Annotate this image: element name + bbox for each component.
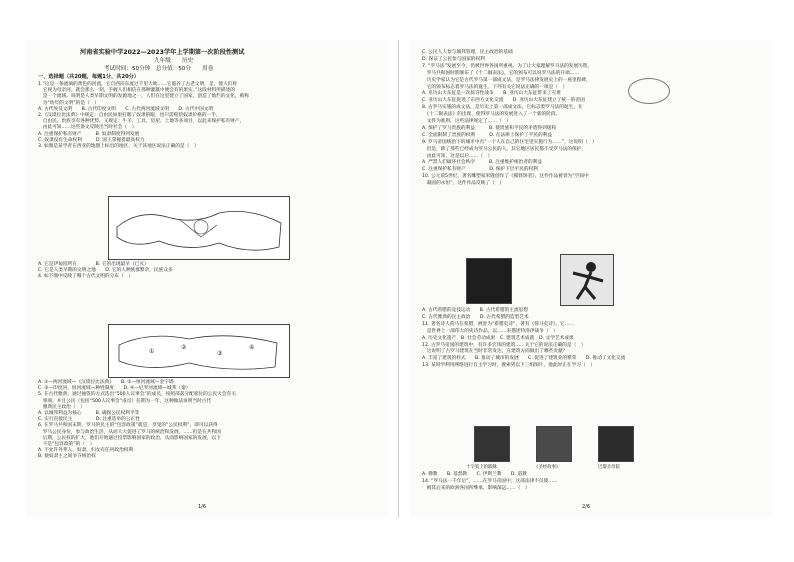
grade-subject: 九年级 历史 <box>154 58 194 64</box>
question-line: 历史学家认为它是古代罗马第一部成文法，是罗马法律发展史上的一座里程碑， <box>422 77 591 83</box>
page-fold <box>398 40 399 518</box>
question-line: C. 实行直接民主 D. 注重选举的公正性 <box>38 417 140 423</box>
question-line: 4. 如下图中反映了哪个古代文明的分布（ ） <box>38 274 134 280</box>
question-line: C. 亚历山大东征促进了东西方文化交流 D. 亚历山大东征建立了统一的帝国 <box>422 98 585 104</box>
question-line: 6. 在罗马共和国末期，罗马的民主的“包容政策”就是，享受的“公民权利”，即可以获得 <box>38 423 218 429</box>
question-line: 12. 古罗马帝国的建筑中，有许多宏伟的建筑……关于它的说法正确的是（ ） <box>422 342 586 348</box>
question-line: 为“幼年的文明”的是（ ） <box>38 100 100 106</box>
question-line: 《十二铜表法》的出现，使得罗马法的发展进入了一个新的阶段。 <box>422 112 561 118</box>
question-line: 8. 古罗马实施的成文法，是历史上第一部成文法，它标志着罗马法的诞生。在 <box>422 105 583 111</box>
discus-thrower-statue-image <box>560 254 614 306</box>
question-line: 5. 在古代雅典，通过抽签的方式选出“500人议事会”的成员，按照部落分配席位的公民大会有关 <box>38 392 236 398</box>
question-line: 后期，公民权的扩大，他们开始通过投票影响国家的政治，从而影响国家的发展，以下 <box>38 435 221 441</box>
page-number: 1/6 <box>198 504 207 510</box>
question-line: A. 亚历山大东征是一次掠夺性战争 B. 亚历山大东征带来了灾难 <box>422 91 561 97</box>
question-line: 7. “罗马法”发展至今，仍被世界各国所重视。为了让大家理解罗马法的发展历程， <box>422 63 593 69</box>
question-line: A. 保护了罗马贵族的利益 B. 使贵族和平民的矛盾得到缓和 <box>422 125 557 131</box>
question-line: 13. 某同学利用网络进行自主学习时，搜索到以下三组图片，他此时正在学习（ ） <box>422 363 596 369</box>
question-line: C. 它是人类早期的文明之地 D. 它的人种族群繁杂，民族众多 <box>38 268 173 274</box>
right-exam-page <box>410 40 772 518</box>
question-line: A. 它是伊甸园所在 B. 它的出现最早（已灭） <box>38 262 149 267</box>
question-line: 它视为母亲河。就会那么一刻，手握人们相信在那种灌溉中便会有的果实。”这段材料所描述的 <box>38 88 235 94</box>
map-figure-west-asia <box>108 196 290 260</box>
question-line: 14. “罗马法一千年后”，……在罗马帝国中，这部法律不仅使…… <box>422 478 558 484</box>
map-figure-civilizations <box>108 324 290 378</box>
discus-thrower-image <box>466 258 512 304</box>
question-line: A. 古代埃及文明 B. 古代印度文明 C. 古代两河流域文明 D. 古代中国文明 <box>38 106 214 112</box>
question-line: A. 历史文化遗产 B. 社会劳动成果 C. 建筑艺术成就 D. 文学艺术成果 <box>422 335 574 341</box>
svg-text:①: ① <box>149 348 155 355</box>
statue-figure <box>561 255 613 305</box>
question-line: 罗马公民身份，参与政治生活，从而大大促进了罗马的统治和发展。……但是在共和国 <box>38 429 221 435</box>
stamp-seal <box>628 78 670 104</box>
exam-title: 河南省实验中学2022—2023学年上学期第一次阶段性测试 <box>80 49 245 56</box>
photo-caption-2: 《圣经故事》 <box>534 465 561 470</box>
question-line: C. 古代雅典的民主政治 D. 古代希腊的造型艺术 <box>422 314 529 320</box>
question-line: C. 注重保护私有财产 D. 保护下层平民的权利 <box>422 167 538 173</box>
question-line: 但是，除了那些已经成为罗马公民的人，其它地区居民都不受罗马法的保护， <box>422 146 587 152</box>
question-line: A. 严禁人们破坏社会秩序 B. 注重维护统治者的利益 <box>422 160 543 166</box>
question-line: 是一个流域。说明是人类早期文明的发源地之一，人们在这里建立了国家，创造了灿烂的文化，被称 <box>38 94 249 100</box>
question-line: C. ③—印度河、恒河流域—种姓制度 D. ④—尼罗河流域—城邦（秦） <box>38 386 191 392</box>
question-line: 2.《汉谟拉比法典》中规定：自由民如果打瞎了奴隶的眼，也只需赔偿奴隶价格的一半， <box>38 113 221 118</box>
left-exam-page <box>26 40 388 518</box>
question-line: 被其后来的欧洲各国所继承，影响深远……（ ） <box>422 485 530 491</box>
question-line: 3. 如图是某学者在西亚的地图上标出的地区，关于该地区说法正确的是（ ） <box>38 144 199 149</box>
question-line: B. 使奴隶主之间争夺统治权 <box>38 454 96 460</box>
question-line: 罗马共和国时期颁布了《十二铜表法》，它的颁布可以说罗马法的开端…… <box>422 70 580 76</box>
question-line: 这说明了古罗马建筑在当时非常发达，在建筑方面做出了哪些贡献？ <box>422 349 568 355</box>
question-line: 10. 公元前5世纪，著名雕塑家米隆创作了《掷铁饼者》，这件作品被誉为“空间中 <box>422 174 589 180</box>
question-line: 由此可知……这些条文反映出当时社会（ ） <box>38 125 137 131</box>
photo-caption-1: 十字架上的耶稣 <box>466 465 497 470</box>
photo-caption-3: 巴黎圣母院 <box>598 465 620 470</box>
question-line: A. 注重保护私有财产 B. 奴隶制度得到发展 <box>38 131 140 137</box>
question-line: 1.“这是一条流淌的黄色的河流，它自西向东流过千里大地……它滋养了古老文明，是，使人们将 <box>38 82 238 87</box>
section-heading: 一、选择题（共20题，每题1分，共20分） <box>38 74 140 80</box>
svg-text:④: ④ <box>249 344 255 351</box>
exam-meta: 考试时间：50分钟 总分值：50分 用卷 <box>104 66 214 72</box>
page-number: 2/6 <box>582 504 591 510</box>
svg-text:②: ② <box>181 344 187 351</box>
question-line: 事项，并且公民（包括“500人议事会”成员）任期为一年，这种做法说明当时古代 <box>38 398 212 404</box>
photo-cross <box>474 426 510 462</box>
question-line: 11. 著名诗人荷马在希腊，被誉为“希腊史诗”，著有《荷马史诗》，它…… <box>422 321 575 327</box>
question-line: A. 不允许外邦人、奴隶、妇女有任何政治权利 <box>38 448 134 454</box>
photo-bible-stories <box>536 426 572 462</box>
question-line: A. ①—两河流域—《汉谟拉比法典》 B. ②—恒河流域—金字塔 <box>38 380 174 385</box>
question-line: C. 奴隶没有生命权利 D. 国王掌握着最高权力 <box>38 137 145 143</box>
question-line: 自由民、贵族享有各种优势。又规定：牛羊、工具、房屋、土地等多项目，以此来保护私有财产， <box>38 119 245 125</box>
svg-text:③: ③ <box>217 350 223 357</box>
question-line: A. 丰富了建筑的样式 B. 推动了城市的发展 C. 促进了建筑业的繁荣 D. 推动了文化交流 <box>422 356 626 362</box>
question-line: A. 以城邦利益为核心 B. 确保公民权利平等 <box>38 411 140 416</box>
question-line: C. 全面限制了贵族的权利 D. 在法律上保护了平民的利益 <box>422 132 553 138</box>
question-line: 文件为准则，这些法律规定了……（ ） <box>422 119 512 124</box>
map-drawing <box>109 325 289 377</box>
question-line: 凝固的永恒”，这件作品反映了（ ） <box>422 181 505 187</box>
question-line: 是世界上一部伟大的史诗作品，以……来描述特洛伊战争（ ） <box>422 328 558 334</box>
map-drawing <box>109 197 289 259</box>
question-line: 9. 罗马帝国统治下的城市中有“一个人在自己的住宅里实施行为……”，这说明（ ） <box>422 139 597 145</box>
question-line: A. 佛教 B. 基督教 C. 伊斯兰教 D. 道教 <box>422 472 527 477</box>
question-line: C. 公民人人参与城邦管理，民主政治的基础 <box>422 50 513 55</box>
question-line: D. 保证了公民参与国家的权利 <box>422 56 485 62</box>
question-line: A. 古代希腊的竞技运动 B. 古代希腊的主流思想 <box>422 308 529 313</box>
question-line: 它的颁布标志着罗马法的诞生。下列有关它说法正确的一项是（ ） <box>422 84 568 90</box>
question-line: 由此可知，这是以后……（ ） <box>422 153 493 159</box>
photo-notre-dame <box>598 426 634 462</box>
question-line: 不是“包容政策”的（ ） <box>38 442 95 447</box>
question-line: 雅典民主政治（ ） <box>38 404 85 410</box>
